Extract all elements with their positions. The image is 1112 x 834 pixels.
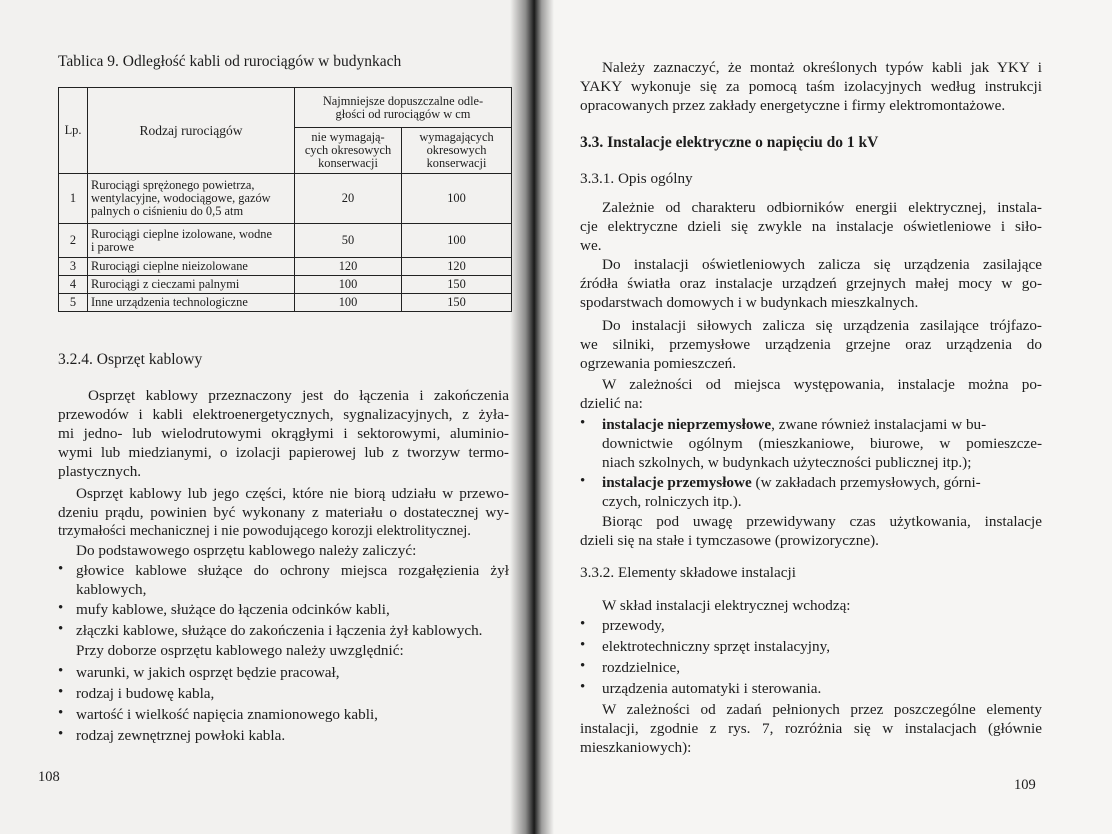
list-item-line: downictwie ogólnym (mieszkaniowe, biurowe, w pomieszcze- xyxy=(602,435,1042,452)
bullet-dot: • xyxy=(580,616,586,632)
section-heading-3-3: 3.3. Instalacje elektryczne o napięciu do 1 kV xyxy=(580,134,879,151)
table-header-maintenance: wymagających okresowych konserwacji xyxy=(402,128,512,174)
paragraph-line: wymi lub miedzianymi, o izolacji papierowej lub z tworzyw termo- xyxy=(58,444,509,461)
left-page xyxy=(0,0,526,834)
table-row: 2 Rurociągi cieplne izolowane, wodne i parowe 50 100 xyxy=(59,224,512,258)
paragraph-line: mieszkaniowych): xyxy=(580,739,692,756)
paragraph-line: Do podstawowego osprzętu kablowego należy zaliczyć: xyxy=(76,542,417,559)
table-caption: Tablica 9. Odległość kabli od rurociągów w budynkach xyxy=(58,53,402,70)
table-row: 5 Inne urządzenia technologiczne 100 150 xyxy=(59,294,512,312)
bullet-dot: • xyxy=(580,473,586,489)
subsection-heading-3-3-2: 3.3.2. Elementy składowe instalacji xyxy=(580,564,796,581)
list-item: rodzaj zewnętrznej powłoki kabla. xyxy=(76,727,286,744)
list-item: rozdzielnice, xyxy=(602,659,680,676)
table-row: 4 Rurociągi z cieczami palnymi 100 150 xyxy=(59,276,512,294)
paragraph-line: Do instalacji siłowych zalicza się urządzenia zasilające trójfazo- xyxy=(602,317,1042,334)
paragraph-line: źródła światła oraz instalacje urządzeń grzejnych małej mocy w go- xyxy=(580,275,1042,292)
bullet-dot: • xyxy=(58,705,64,721)
paragraph-line: we silniki, przemysłowe urządzenia grzejne oraz urządzenia do xyxy=(580,336,1042,353)
paragraph-line: dzielić na: xyxy=(580,395,643,412)
table-header-group: Najmniejsze dopuszczalne odle- głości od rurociągów w cm xyxy=(295,88,512,128)
page-number-left: 108 xyxy=(38,769,60,785)
bullet-dot: • xyxy=(58,621,64,637)
bullet-dot: • xyxy=(580,415,586,431)
list-item-industrial: instalacje przemysłowe (w zakładach przemysłowych, górni- xyxy=(602,474,981,491)
paragraph-line: dzieli się na stałe i tymczasowe (prowizoryczne). xyxy=(580,532,879,549)
bullet-dot: • xyxy=(580,637,586,653)
table-header-type: Rodzaj rurociągów xyxy=(88,88,295,174)
bullet-dot: • xyxy=(58,663,64,679)
paragraph-line: Należy zaznaczyć, że montaż określonych typów kabli jak YKY i xyxy=(602,59,1042,76)
paragraph-line: Zależnie od charakteru odbiorników energii elektrycznej, instala- xyxy=(602,199,1042,216)
paragraph-line: cje elektryczne dzieli się zwykle na instalacje oświetleniowe i siło- xyxy=(580,218,1042,235)
list-item: przewody, xyxy=(602,617,665,634)
list-item: elektrotechniczny sprzęt instalacyjny, xyxy=(602,638,830,655)
paragraph-line: Osprzęt kablowy lub jego części, które nie biorą udziału w przewo- xyxy=(76,485,509,502)
list-item: kablowych, xyxy=(76,581,147,598)
table-row: 3 Rurociągi cieplne nieizolowane 120 120 xyxy=(59,258,512,276)
paragraph-line: W skład instalacji elektrycznej wchodzą: xyxy=(602,597,851,614)
subsection-heading-3-3-1: 3.3.1. Opis ogólny xyxy=(580,170,693,187)
paragraph-line: mi jedno- lub wielodrutowymi okrągłymi i sektorowymi, aluminio- xyxy=(58,425,509,442)
paragraph-line: W zależności od miejsca występowania, instalacje można po- xyxy=(602,376,1042,393)
paragraph-line: we. xyxy=(580,237,602,254)
page-number-right: 109 xyxy=(1014,777,1036,793)
right-page xyxy=(534,0,1112,834)
paragraph-line: YAKY wykonuje się za pomocą taśm izolacyjnych według instrukcji xyxy=(580,78,1042,95)
bullet-dot: • xyxy=(58,726,64,742)
bullet-dot: • xyxy=(58,561,64,577)
pipe-distance-table xyxy=(58,87,512,312)
paragraph-line: Przy doborze osprzętu kablowego należy uwzględnić: xyxy=(76,642,404,659)
paragraph-line: instalacji, zgodnie z rys. 7, rozróżnia się w instalacjach (głównie xyxy=(580,720,1042,737)
paragraph-line: spodarstwach domowych i w budynkach mieszkalnych. xyxy=(580,294,919,311)
list-item: rodzaj i budowę kabla, xyxy=(76,685,215,702)
bullet-dot: • xyxy=(580,679,586,695)
list-item: wartość i wielkość napięcia znamionowego kabli, xyxy=(76,706,378,723)
book-spine-gutter xyxy=(510,0,554,834)
list-item: mufy kablowe, służące do łączenia odcinków kabli, xyxy=(76,601,390,618)
table-header-no-maintenance: nie wymagają- cych okresowych konserwacji xyxy=(295,128,402,174)
bullet-dot: • xyxy=(58,600,64,616)
paragraph-line: Do instalacji oświetleniowych zalicza się urządzenia zasilające xyxy=(602,256,1042,273)
list-item: złączki kablowe, służące do zakończenia i łączenia żył kablowych. xyxy=(76,622,483,639)
table-row: 1 Rurociągi sprężonego powietrza, wentylacyjne, wodociągowe, gazów palnych o ciśnieniu do 0,5 atm 20 100 xyxy=(59,174,512,224)
paragraph-line: Osprzęt kablowy przeznaczony jest do łączenia i zakończenia xyxy=(88,387,509,404)
section-heading-3-2-4: 3.2.4. Osprzęt kablowy xyxy=(58,351,203,368)
paragraph-line: plastycznych. xyxy=(58,463,142,480)
paragraph-line: dzeniu prądu, powinien być wykonany z materiału o dostatecznej wy- xyxy=(58,504,509,521)
paragraph-line: ogrzewania pomieszczeń. xyxy=(580,355,737,372)
paragraph-line: W zależności od zadań pełnionych przez poszczególne elementy xyxy=(602,701,1042,718)
paragraph-line: trzymałości mechanicznej i nie powodującego korozji elektrolitycznej. xyxy=(58,523,471,539)
list-item: urządzenia automatyki i sterowania. xyxy=(602,680,822,697)
table-header-lp: Lp. xyxy=(59,88,88,174)
list-item: warunki, w jakich osprzęt będzie pracował, xyxy=(76,664,340,681)
paragraph-line: przewodów i kabli elektroenergetycznych, sygnalizacyjnych, z żyła- xyxy=(58,406,509,423)
bullet-dot: • xyxy=(58,684,64,700)
list-item-line: czych, rolniczych itp.). xyxy=(602,493,742,510)
paragraph-line: Biorąc pod uwagę przewidywany czas użytkowania, instalacje xyxy=(602,513,1042,530)
list-item: głowice kablowe służące do ochrony miejsca rozgałęzienia żył xyxy=(76,562,509,579)
bullet-dot: • xyxy=(580,658,586,674)
list-item-line: niach szkolnych, w budynkach użyteczności publicznej itp.); xyxy=(602,454,972,471)
paragraph-line: opracowanych przez zakłady energetyczne i firmy elektromontażowe. xyxy=(580,97,1006,114)
list-item-nonindustrial: instalacje nieprzemysłowe, zwane również instalacjami w bu- xyxy=(602,416,987,433)
